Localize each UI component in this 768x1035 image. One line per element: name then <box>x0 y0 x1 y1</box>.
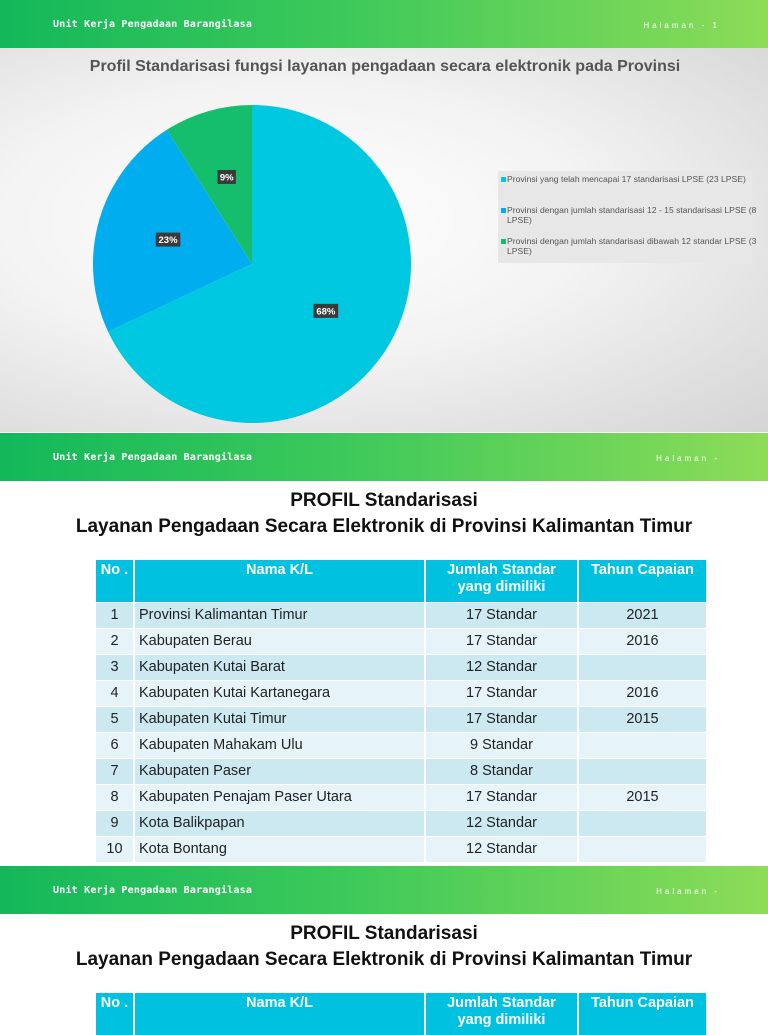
header-unit-label: Unit Kerja Pengadaan Barangilasa <box>53 19 253 30</box>
cell-nama: Kabupaten Kutai Barat <box>134 654 425 680</box>
chart-legend <box>498 171 757 263</box>
title-line-2: Layanan Pengadaan Secara Elektronik di Provinsi Kalimantan Timur <box>75 516 693 537</box>
header-page-label: Halaman - <box>656 887 720 896</box>
cell-no: 2 <box>96 628 134 654</box>
pie-data-label-text: 23% <box>158 235 178 247</box>
table-row <box>96 628 706 654</box>
table-row <box>96 784 706 810</box>
cell-tahun: 2015 <box>578 706 706 732</box>
pie-data-label-2 <box>156 233 181 247</box>
table-row <box>96 732 706 758</box>
cell-no: 10 <box>96 836 134 862</box>
table-row <box>96 654 706 680</box>
pie-data-label-3 <box>218 170 236 184</box>
cell-tahun: 2016 <box>578 628 706 654</box>
title-line-1: PROFIL Standarisasi <box>290 490 478 511</box>
col-header-tahun: Tahun Capaian <box>578 993 706 1035</box>
cell-no: 8 <box>96 784 134 810</box>
cell-jumlah: 17 Standar <box>425 784 578 810</box>
cell-tahun: 2015 <box>578 784 706 810</box>
cell-tahun <box>578 836 706 862</box>
cell-nama: Kabupaten Penajam Paser Utara <box>134 784 425 810</box>
cell-nama: Kota Balikpapan <box>134 810 425 836</box>
table-row <box>96 680 706 706</box>
cell-jumlah: 8 Standar <box>425 758 578 784</box>
cell-no: 1 <box>96 602 134 628</box>
cell-jumlah: 17 Standar <box>425 602 578 628</box>
legend-swatch-3 <box>501 239 506 244</box>
cell-nama: Kabupaten Kutai Kartanegara <box>134 680 425 706</box>
slide2-header <box>0 433 768 481</box>
legend-swatch-2 <box>501 208 506 213</box>
pie-data-label-text: 68% <box>316 306 336 318</box>
chart-title: Profil Standarisasi fungsi layanan pengadaan secara elektronik pada Provinsi <box>89 58 681 75</box>
cell-jumlah: 17 Standar <box>425 680 578 706</box>
table-row <box>96 758 706 784</box>
cell-jumlah: 17 Standar <box>425 628 578 654</box>
pie-data-label-text: 9% <box>219 172 234 184</box>
table-row <box>96 706 706 732</box>
legend-item-1 <box>500 174 757 184</box>
cell-tahun: 2016 <box>578 680 706 706</box>
cell-jumlah: 12 Standar <box>425 654 578 680</box>
slide3-header <box>0 866 768 914</box>
col-header-tahun: Tahun Capaian <box>578 560 706 602</box>
cell-no: 5 <box>96 706 134 732</box>
title-line-1: PROFIL Standarisasi <box>290 923 478 944</box>
standarisasi-table <box>96 560 706 862</box>
cell-tahun <box>578 810 706 836</box>
slide2-title <box>0 488 768 540</box>
cell-no: 4 <box>96 680 134 706</box>
cell-tahun <box>578 654 706 680</box>
cell-nama: Provinsi Kalimantan Timur <box>134 602 425 628</box>
col-header-nama: Nama K/L <box>134 560 425 602</box>
col-header-no: No . <box>96 993 134 1035</box>
title-line-2: Layanan Pengadaan Secara Elektronik di Provinsi Kalimantan Timur <box>75 949 693 970</box>
cell-nama: Kota Bontang <box>134 836 425 862</box>
cell-jumlah: 12 Standar <box>425 810 578 836</box>
cell-tahun: 2021 <box>578 602 706 628</box>
cell-no: 9 <box>96 810 134 836</box>
col-header-jumlah: Jumlah Standar yang dimiliki <box>425 993 578 1035</box>
header-unit-label: Unit Kerja Pengadaan Barangilasa <box>53 452 253 463</box>
cell-nama: Kabupaten Mahakam Ulu <box>134 732 425 758</box>
cell-nama: Kabupaten Berau <box>134 628 425 654</box>
table-row <box>96 602 706 628</box>
legend-label-3: Provinsi dengan jumlah standarisasi dibawah 12 standar LPSE (3 LPSE) <box>507 236 757 256</box>
pie-data-label-1 <box>314 304 339 318</box>
col-header-jumlah: Jumlah Standar yang dimiliki <box>425 560 578 602</box>
slide1-header <box>0 0 768 48</box>
cell-jumlah: 17 Standar <box>425 706 578 732</box>
cell-tahun <box>578 758 706 784</box>
col-header-nama: Nama K/L <box>134 993 425 1035</box>
col-header-no: No . <box>96 560 134 602</box>
legend-item-3 <box>500 236 757 256</box>
legend-label-1: Provinsi yang telah mencapai 17 standarisasi LPSE (23 LPSE) <box>507 174 746 184</box>
table-row <box>96 836 706 862</box>
legend-item-2 <box>500 205 757 225</box>
legend-label-2: Provinsi dengan jumlah standarisasi 12 - 15 standarisasi LPSE (8 LPSE) <box>507 205 757 225</box>
header-page-label: Halaman - 1 <box>643 21 720 30</box>
standarisasi-table-continued <box>96 993 706 1035</box>
header-unit-label: Unit Kerja Pengadaan Barangilasa <box>53 885 253 896</box>
cell-no: 6 <box>96 732 134 758</box>
cell-tahun <box>578 732 706 758</box>
slide3-title <box>0 921 768 973</box>
cell-no: 7 <box>96 758 134 784</box>
cell-jumlah: 12 Standar <box>425 836 578 862</box>
cell-nama: Kabupaten Paser <box>134 758 425 784</box>
cell-jumlah: 9 Standar <box>425 732 578 758</box>
table-row <box>96 810 706 836</box>
cell-no: 3 <box>96 654 134 680</box>
cell-nama: Kabupaten Kutai Timur <box>134 706 425 732</box>
header-page-label: Halaman - <box>656 454 720 463</box>
legend-swatch-1 <box>501 177 506 182</box>
